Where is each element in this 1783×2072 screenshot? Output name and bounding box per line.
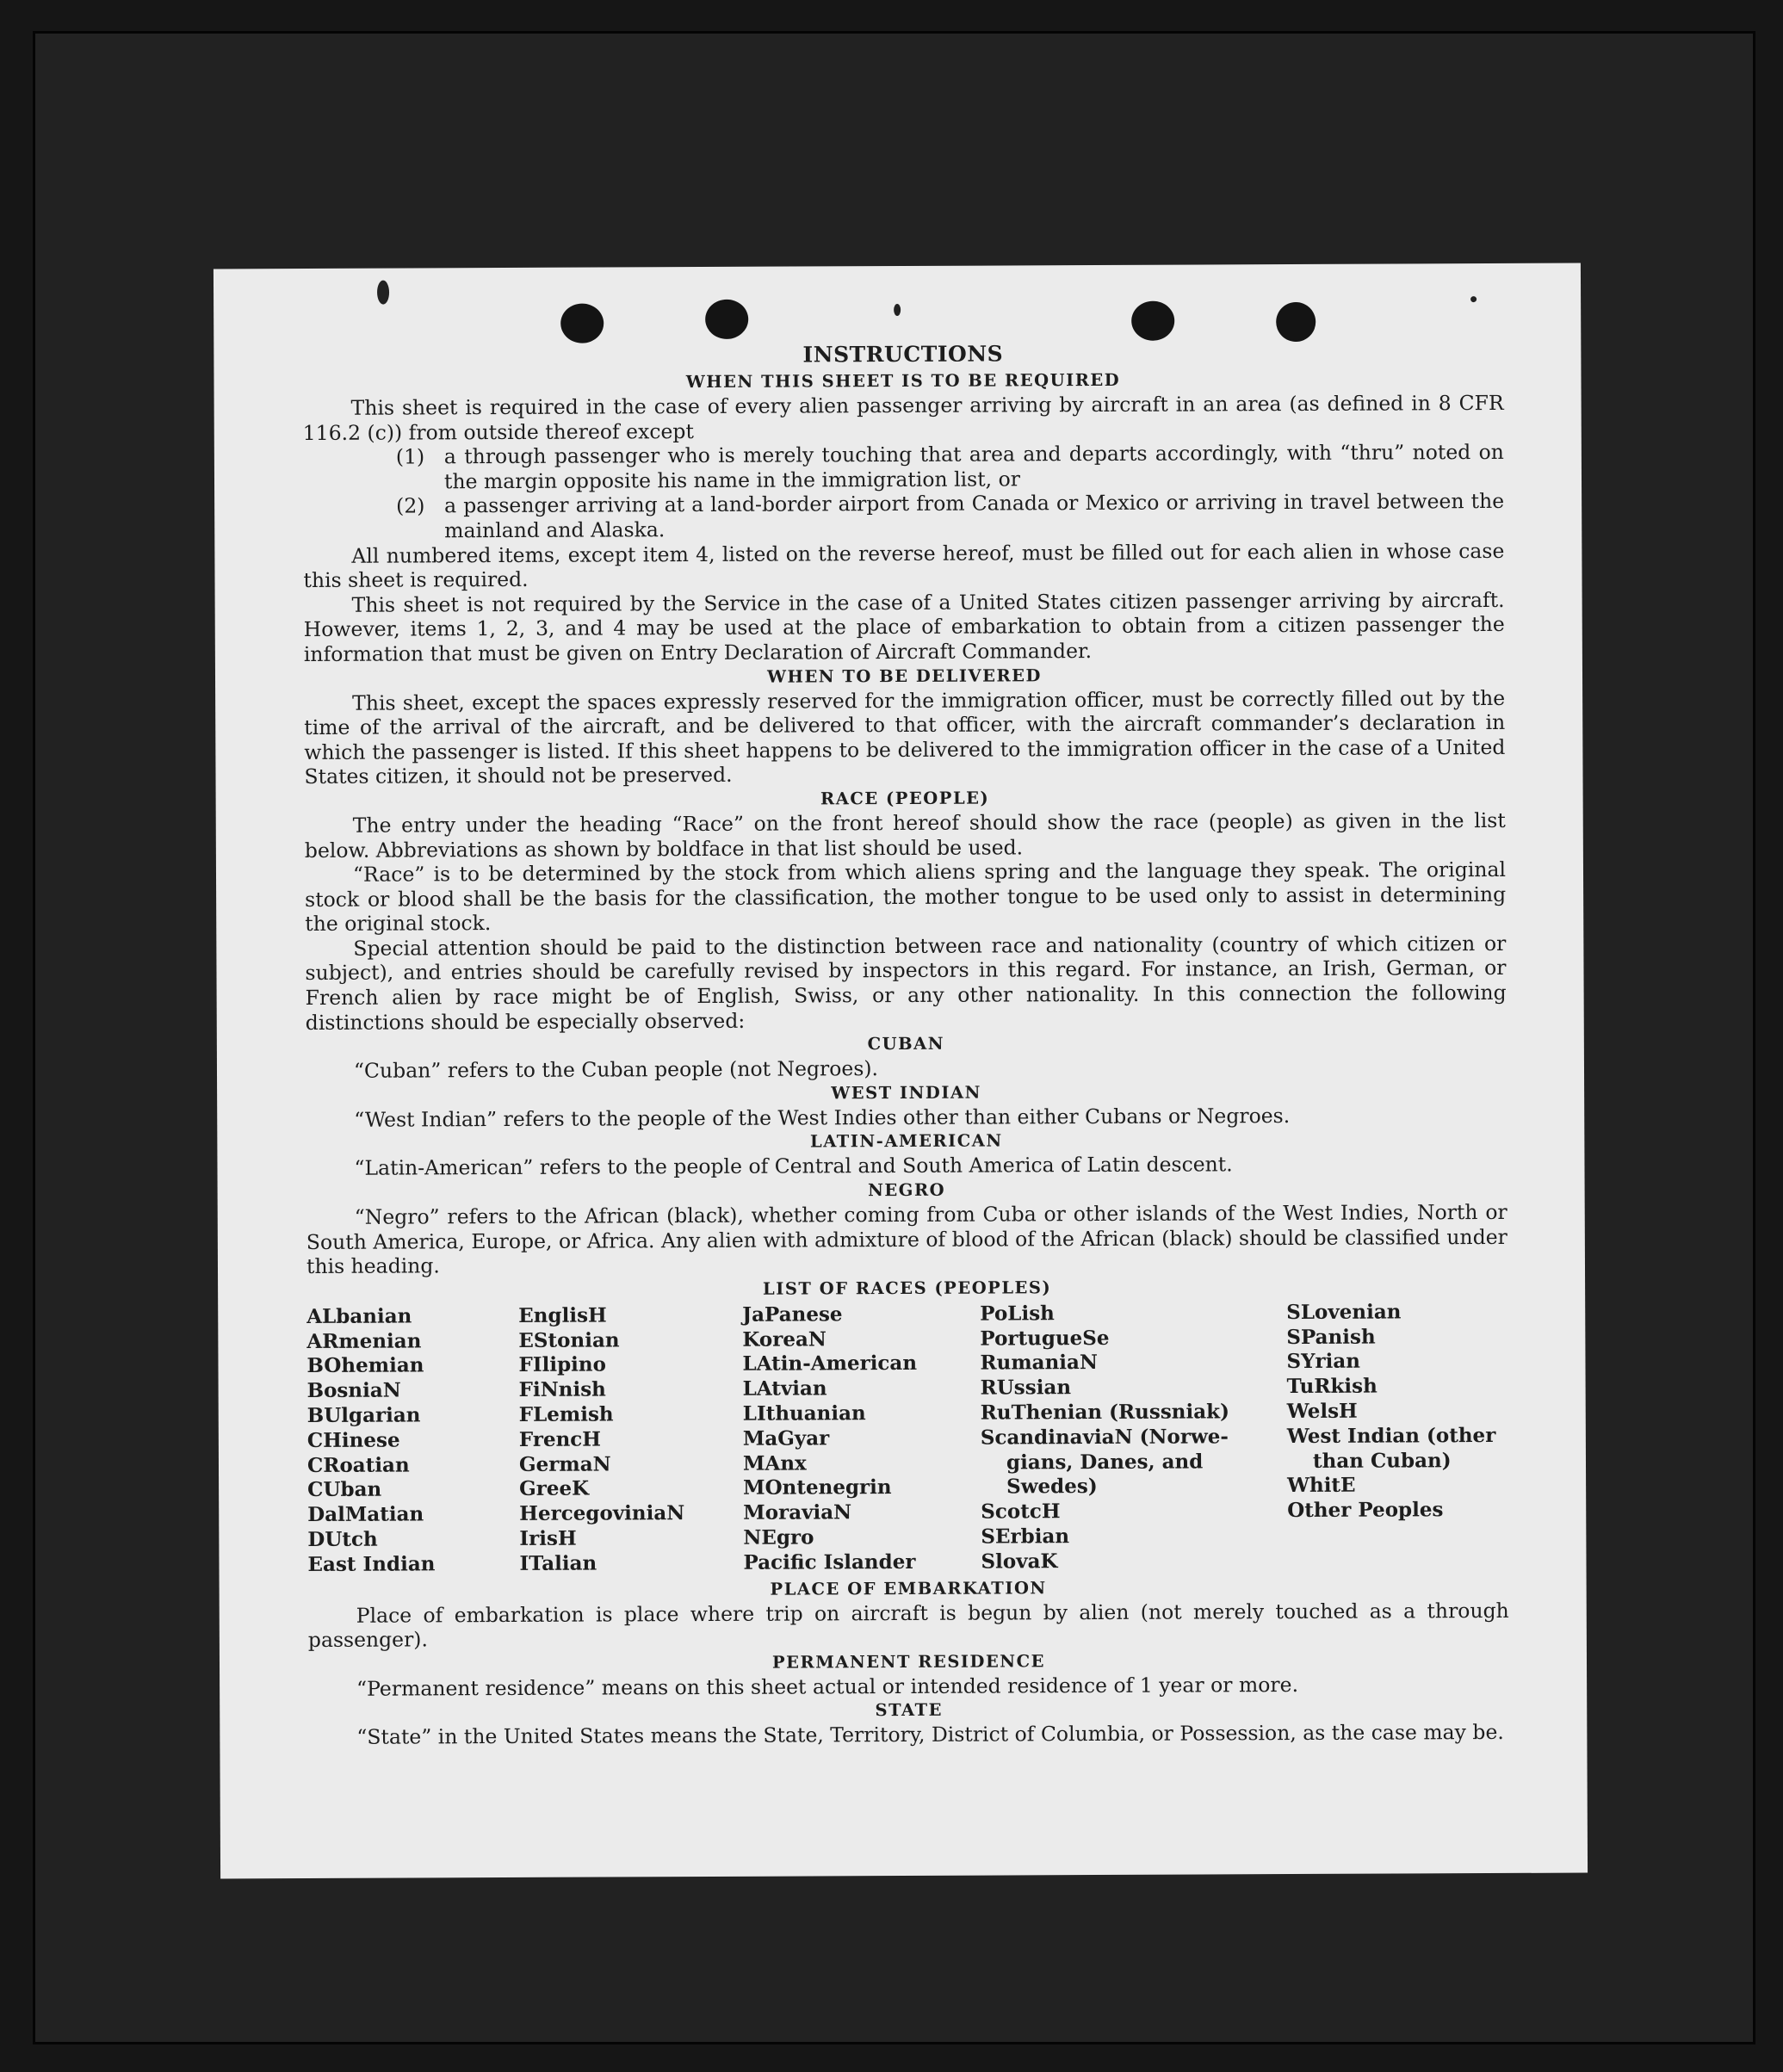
- definition: “Permanent residence” means on this sheet actual or intended residence of 1 year or more.: [356, 1672, 1299, 1701]
- race-entry: East Indian: [307, 1552, 436, 1576]
- race-entry: PortugueSe: [980, 1326, 1110, 1351]
- section-heading: PLACE OF EMBARKATION: [770, 1577, 1047, 1599]
- race-entry: BOhemian: [306, 1353, 424, 1378]
- race-entry: DUtch: [307, 1527, 378, 1551]
- section-heading: NEGRO: [868, 1179, 946, 1201]
- race-entry: BUlgarian: [306, 1403, 421, 1428]
- race-column: [742, 1302, 981, 1575]
- ink-speck: [1470, 296, 1477, 302]
- definition: “Cuban” refers to the Cuban people (not Negroes).: [353, 1056, 879, 1084]
- race-entry: NEgro: [743, 1525, 814, 1549]
- race-entry: MaGyar: [742, 1426, 830, 1450]
- definition: “Negro” refers to the African (black), whether coming from Cuba or other islands of the West Indies, North or South America, Europe, or Africa. Any alien with admixture of blood of the African (black) should be classified under this heading.: [306, 1199, 1508, 1279]
- race-entry: ALbanian: [306, 1304, 412, 1328]
- paragraph: “Race” is to be determined by the stock from which aliens spring and the language they speak. The original stock or blood shall be the basis for the classification, the mother tongue to be used only to assist in determining the original stock.: [305, 857, 1507, 937]
- race-entry: SYrian: [1286, 1350, 1361, 1374]
- race-entry: KoreaN: [742, 1327, 826, 1351]
- race-entry: BosniaN: [306, 1378, 401, 1403]
- race-entry: JaPanese: [742, 1302, 843, 1327]
- paragraph: This sheet, except the spaces expressly reserved for the immigration officer, must be correctly filled out by the time of the arrival of the aircraft, and be delivered to that officer, with the aircraft commander’s declaration in which the passenger is listed. If this sheet happens to be delivered to the immigration officer in the case of a United States citizen, it should not be preserved.: [304, 685, 1506, 789]
- definition: “Latin-American” refers to the people of Central and South America of Latin descent.: [354, 1152, 1233, 1181]
- paragraph: The entry under the heading “Race” on the front hereof should show the race (people) as given in the list below. Abbreviations as shown by boldface in that list should be used.: [304, 807, 1506, 863]
- page-title: INSTRUCTIONS: [802, 341, 1004, 368]
- race-entry: RumaniaN: [980, 1351, 1099, 1376]
- race-entry: DalMatian: [307, 1502, 424, 1527]
- definition: “West Indian” refers to the people of the West Indies other than either Cubans or Negroes.: [354, 1103, 1291, 1132]
- race-entry: MAnx: [742, 1451, 807, 1475]
- punch-hole: [705, 300, 748, 339]
- race-entry: HercegoviniaN: [519, 1501, 685, 1526]
- section-heading: STATE: [875, 1700, 944, 1721]
- section-heading: LATIN-AMERICAN: [809, 1130, 1003, 1152]
- race-entry: SErbian: [981, 1525, 1070, 1549]
- item-number: (2): [396, 493, 425, 518]
- race-entry: IrisH: [519, 1526, 577, 1550]
- race-entry: EStonian: [518, 1328, 620, 1352]
- item-number: (1): [395, 444, 425, 469]
- race-entry: SLovenian: [1286, 1300, 1402, 1324]
- race-entry: FiNnish: [518, 1377, 606, 1402]
- race-entry: ITalian: [519, 1551, 597, 1575]
- section-heading: PERMANENT RESIDENCE: [771, 1651, 1046, 1673]
- race-entry: MoraviaN: [743, 1500, 852, 1525]
- race-entry: GreeK: [519, 1476, 590, 1501]
- race-entry: ARmenian: [306, 1329, 422, 1353]
- race-entry: PoLish: [980, 1302, 1055, 1326]
- race-column: [1286, 1300, 1502, 1574]
- race-entry: Pacific Islander: [743, 1549, 916, 1574]
- race-entry: Other Peoples: [1287, 1498, 1444, 1523]
- race-entry: FLemish: [518, 1402, 614, 1426]
- ink-speck: [894, 304, 901, 316]
- paragraph: This sheet is not required by the Service in the case of a United States citizen passenger arriving by aircraft. However, items 1, 2, 3, and 4 may be used at the place of embarkation to obtain from a citizen passenger the information that must be given on Entry Declaration of Aircraft Commander.: [303, 587, 1505, 666]
- race-entry: WhitE: [1287, 1474, 1356, 1498]
- section-heading: WHEN TO BE DELIVERED: [767, 665, 1042, 687]
- race-entry: SPanish: [1286, 1325, 1376, 1349]
- race-entry: CHinese: [306, 1428, 400, 1452]
- paragraph: This sheet is required in the case of every alien passenger arriving by aircraft in an area (as defined in 8 CFR 116.2 (c)) from outside thereof except: [302, 390, 1504, 445]
- race-entry: RUssian: [980, 1376, 1072, 1400]
- punch-hole: [560, 303, 604, 343]
- paragraph: All numbered items, except item 4, listed on the reverse hereof, must be filled out for each alien in whose case this sheet is required.: [303, 538, 1505, 593]
- definition: Place of embarkation is place where trip on aircraft is begun by alien (not merely touched as a through passenger).: [307, 1598, 1509, 1653]
- race-entry: FrencH: [518, 1427, 602, 1451]
- race-entry: RuThenian (Russniak): [980, 1400, 1229, 1425]
- section-heading: LIST OF RACES (PEOPLES): [762, 1277, 1052, 1299]
- race-column: [518, 1303, 743, 1577]
- paragraph: Special attention should be paid to the distinction between race and nationality (country of which citizen or subject), and entries should be carefully revised by inspectors in this regard. For instance, an Irish, German, or French alien by race might be of English, Swiss, or any other nationality. In this connection the following distinctions should be especially observed:: [305, 931, 1507, 1035]
- punch-hole: [1276, 302, 1316, 342]
- race-entry: MOntenegrin: [743, 1475, 892, 1500]
- race-entry: TuRkish: [1286, 1374, 1377, 1399]
- race-entry: LIthuanian: [742, 1401, 866, 1426]
- race-list: [306, 1300, 1508, 1578]
- race-entry: CRoatian: [306, 1453, 410, 1477]
- instruction-sheet: [214, 263, 1588, 1879]
- race-entry: GermaN: [518, 1452, 611, 1476]
- item-text: a through passenger who is merely touching that area and departs accordingly, with “thru” noted on the margin opposite his name in the immigration list, or: [443, 440, 1504, 494]
- definition: “State” in the United States means the State, Territory, District of Columbia, or Possession, as the case may be.: [356, 1720, 1504, 1750]
- race-entry: ScotcH: [981, 1500, 1061, 1524]
- race-column: [980, 1301, 1287, 1574]
- race-column: [306, 1304, 519, 1578]
- race-entry: West Indian (other: [1286, 1423, 1496, 1448]
- race-entry-continued: than Cuban): [1312, 1448, 1452, 1473]
- section-heading: CUBAN: [867, 1034, 945, 1055]
- race-entry-continued: Swedes): [1006, 1475, 1098, 1499]
- list-item: [303, 489, 1504, 543]
- race-entry: SlovaK: [981, 1549, 1058, 1574]
- race-entry: ScandinaviaN (Norwe-: [980, 1425, 1229, 1450]
- race-entry: LAtvian: [742, 1376, 827, 1401]
- race-entry: LAtin-American: [742, 1351, 918, 1376]
- punch-hole: [1131, 301, 1174, 341]
- section-heading: WEST INDIAN: [831, 1082, 981, 1104]
- list-item: [303, 440, 1504, 494]
- race-entry-continued: gians, Danes, and: [1006, 1450, 1204, 1475]
- section-heading: RACE (PEOPLE): [820, 788, 990, 809]
- race-entry: WelsH: [1286, 1399, 1358, 1424]
- ink-speck: [377, 281, 389, 305]
- item-text: a passenger arriving at a land-border airport from Canada or Mexico or arriving in travel between the mainland and Alaska.: [444, 489, 1505, 543]
- race-entry: CUban: [307, 1478, 382, 1502]
- section-heading: WHEN THIS SHEET IS TO BE REQUIRED: [685, 369, 1121, 393]
- race-entry: EnglisH: [518, 1303, 607, 1327]
- race-entry: FIlipino: [518, 1352, 606, 1377]
